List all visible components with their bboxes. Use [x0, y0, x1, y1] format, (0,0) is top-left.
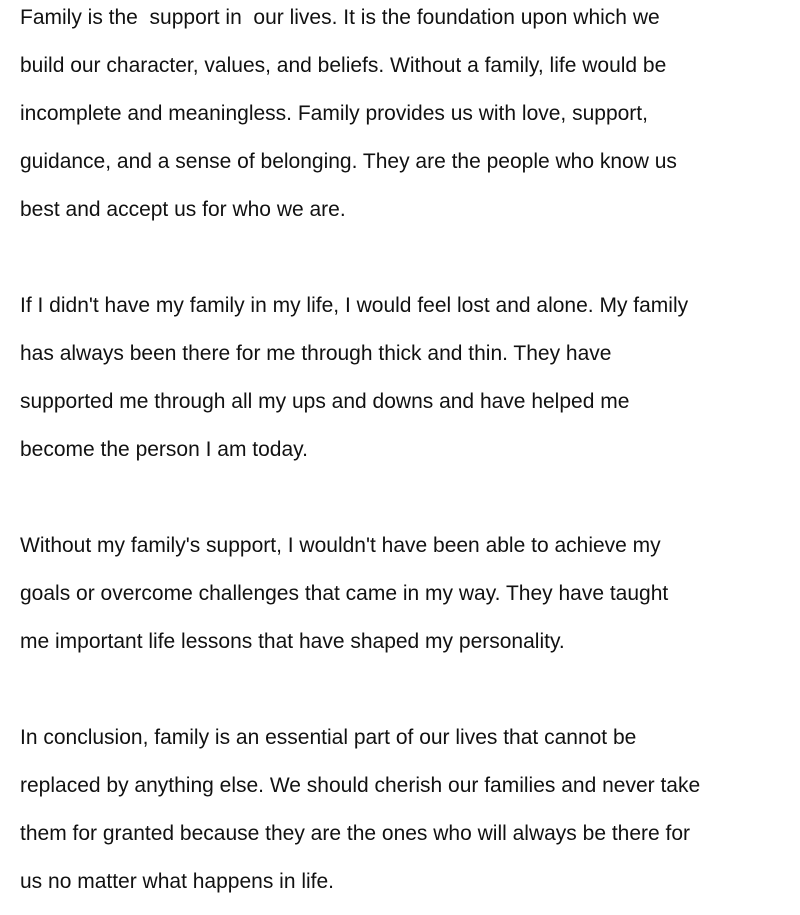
paragraph-3-line-3: me important life lessons that have shaped my personality. — [20, 630, 565, 653]
paragraph-1-line-5: best and accept us for who we are. — [20, 198, 346, 221]
paragraph-2-line-1: If I didn't have my family in my life, I would feel lost and alone. My family — [20, 294, 689, 317]
paragraph-1-line-4: guidance, and a sense of belonging. They are the people who know us — [20, 150, 677, 173]
paragraph-4-line-2: replaced by anything else. We should cherish our families and never take — [20, 774, 701, 797]
paragraph-1-line-2: build our character, values, and beliefs. Without a family, life would be — [20, 54, 667, 77]
paragraph-1-line-1: Family is the support in our lives. It is the foundation upon which we — [20, 6, 660, 29]
paragraph-2-line-2: has always been there for me through thick and thin. They have — [20, 342, 612, 365]
paragraph-4-line-4: us no matter what happens in life. — [20, 870, 335, 893]
paragraph-3-line-2: goals or overcome challenges that came in my way. They have taught — [20, 582, 669, 605]
paragraph-4-line-1: In conclusion, family is an essential part of our lives that cannot be — [20, 726, 637, 749]
paragraph-2-line-4: become the person I am today. — [20, 438, 308, 461]
paragraph-3-line-1: Without my family's support, I wouldn't have been able to achieve my — [20, 534, 661, 557]
paragraph-1-line-3: incomplete and meaningless. Family provides us with love, support, — [20, 102, 648, 125]
paragraph-2-line-3: supported me through all my ups and downs and have helped me — [20, 390, 630, 413]
paragraph-4-line-3: them for granted because they are the ones who will always be there for — [20, 822, 691, 845]
